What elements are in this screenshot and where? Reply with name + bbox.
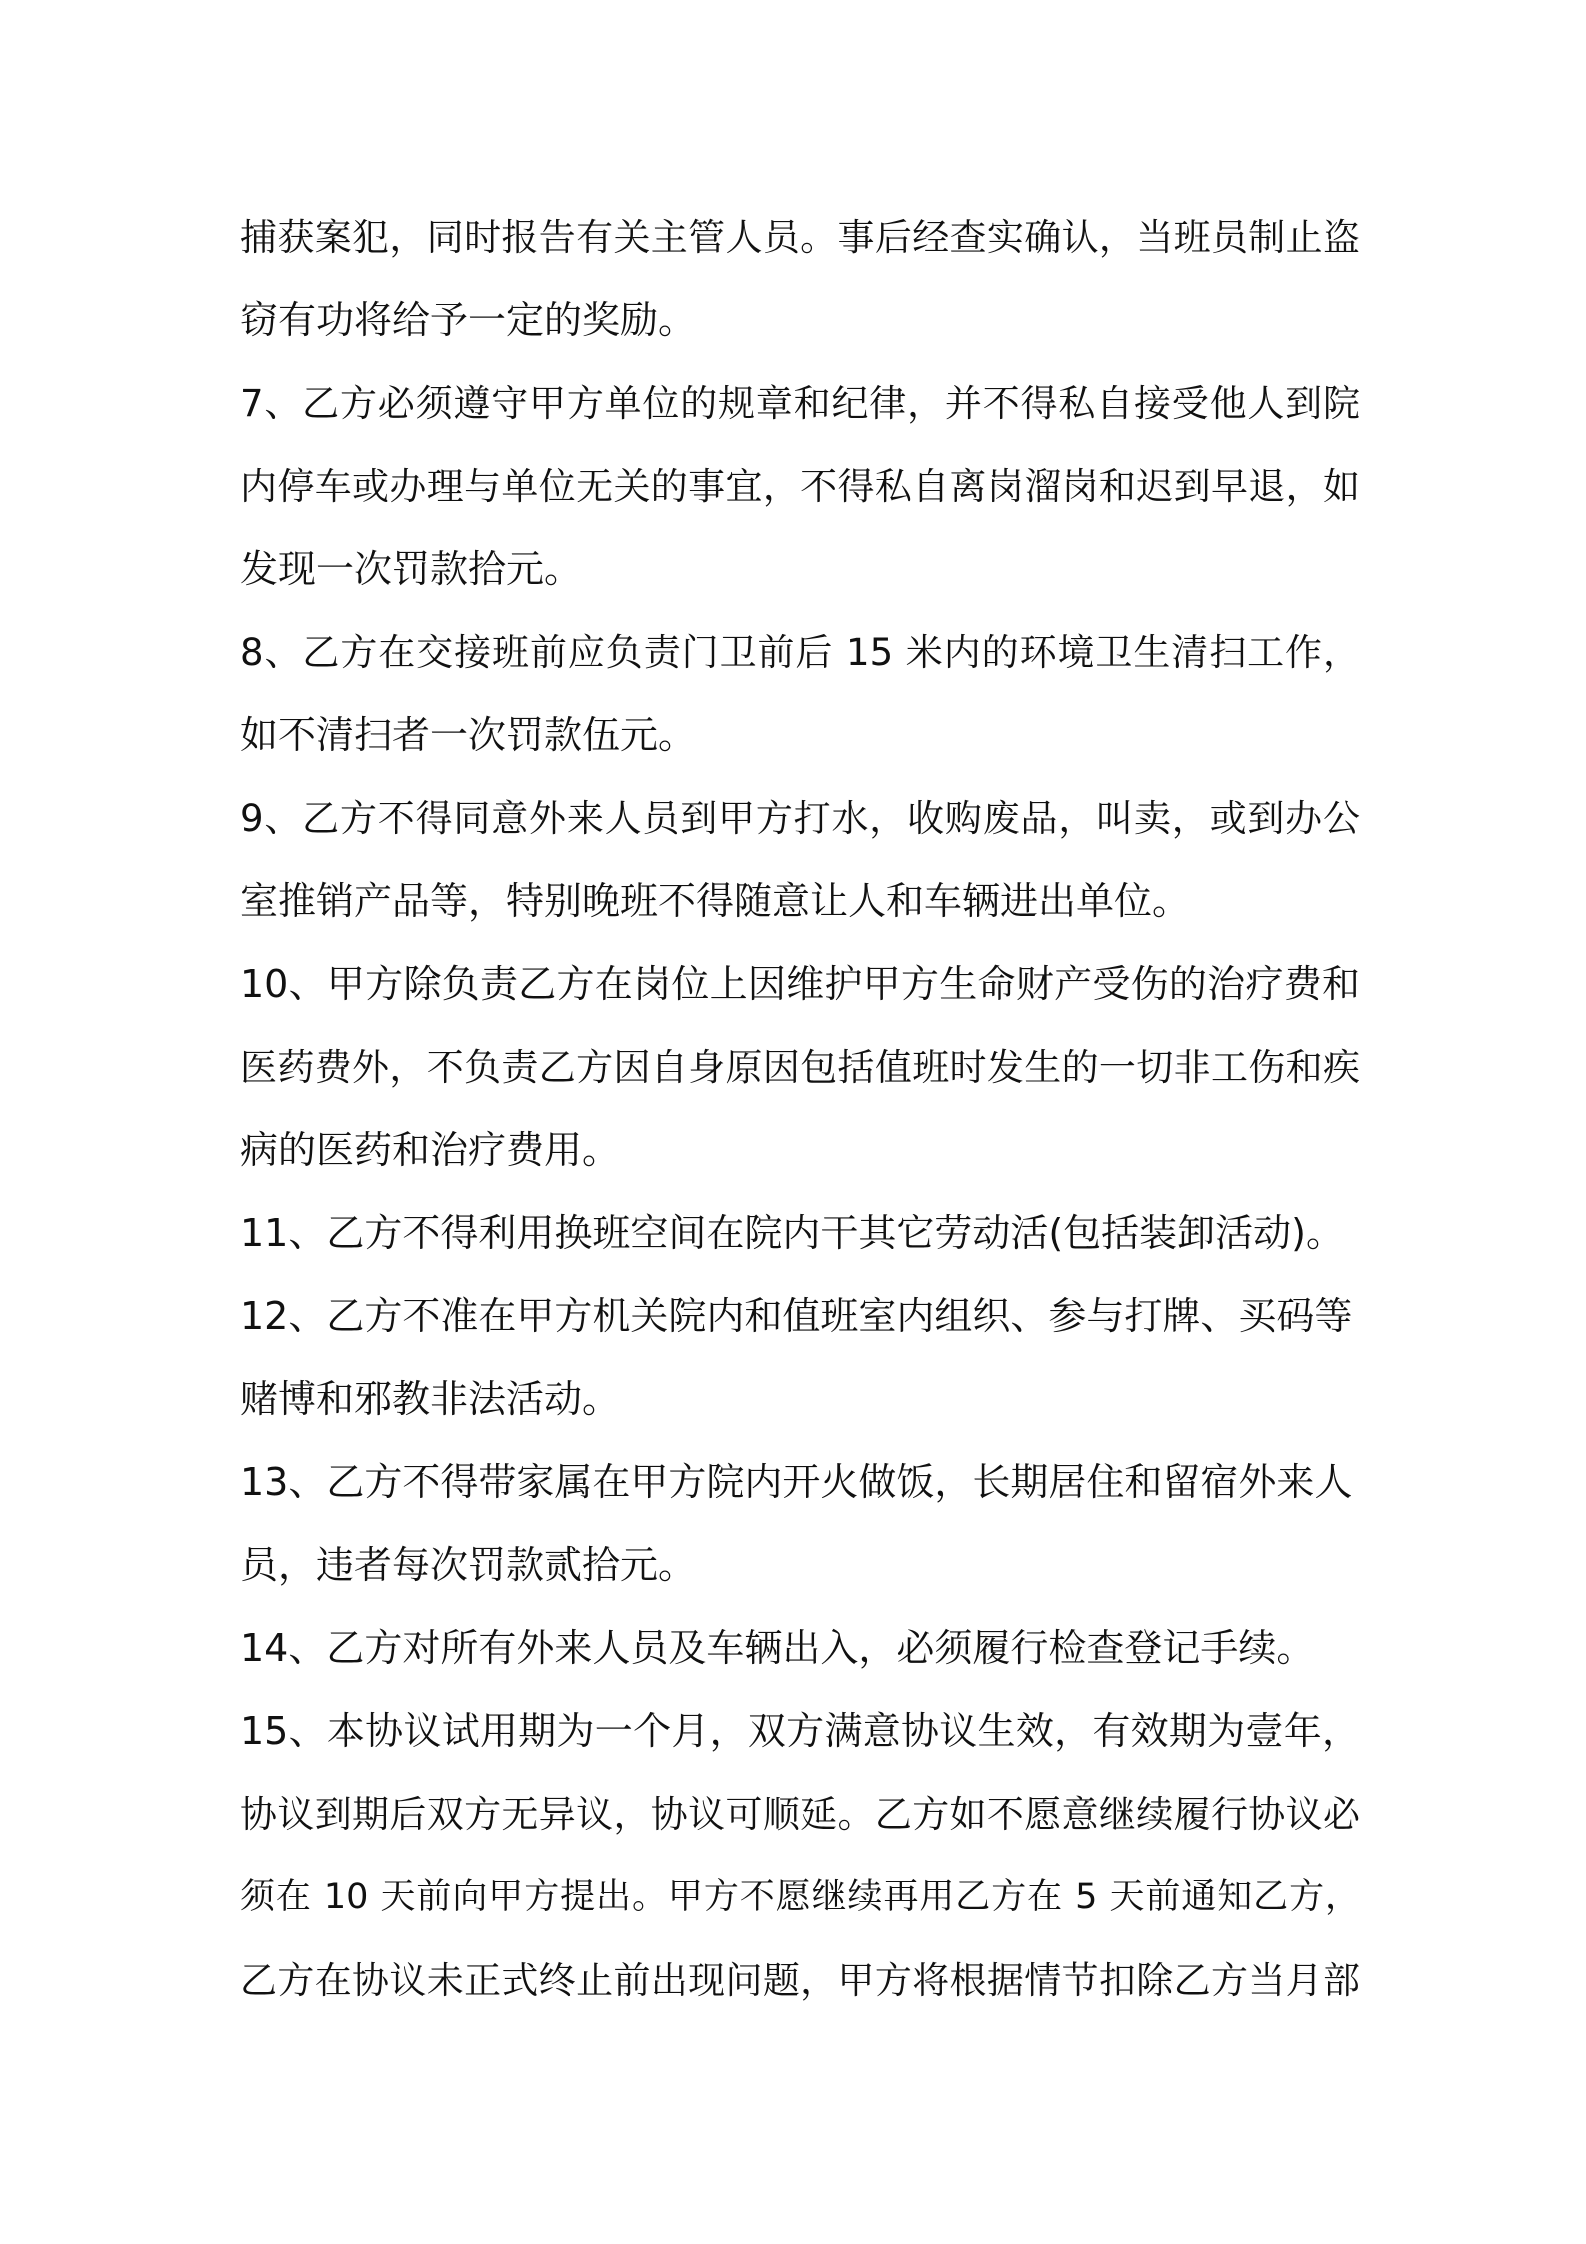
text-line: 11、乙方不得利用换班空间在院内干其它劳动活(包括装卸活动)。	[240, 1211, 1345, 1255]
text-line: 9、乙方不得同意外来人员到甲方打水，收购废品，叫卖，或到办公	[240, 797, 1360, 840]
text-line: 室推销产品等，特别晚班不得随意让人和车辆进出单位。	[240, 879, 1191, 923]
document-body	[240, 196, 1360, 2022]
text-line: 如不清扫者一次罚款伍元。	[240, 713, 697, 757]
text-line: 乙方在协议未正式终止前出现问题，甲方将根据情节扣除乙方当月部	[240, 1959, 1360, 2002]
text-line: 13、乙方不得带家属在甲方院内开火做饭，长期居住和留宿外来人	[240, 1460, 1353, 1504]
text-line: 须在 10 天前向甲方提出。甲方不愿继续再用乙方在 5 天前通知乙方，	[240, 1877, 1360, 1917]
text-line: 病的医药和治疗费用。	[240, 1128, 621, 1172]
text-line: 捕获案犯，同时报告有关主管人员。事后经查实确认，当班员制止盗	[240, 216, 1360, 259]
text-line: 12、乙方不准在甲方机关院内和值班室内组织、参与打牌、买码等	[240, 1294, 1353, 1338]
text-line: 14、乙方对所有外来人员及车辆出入，必须履行检查登记手续。	[240, 1626, 1315, 1670]
text-line: 15、本协议试用期为一个月，双方满意协议生效，有效期为壹年，	[240, 1709, 1360, 1753]
text-line: 赌博和邪教非法活动。	[240, 1377, 621, 1421]
text-line: 员，违者每次罚款贰拾元。	[240, 1543, 697, 1587]
text-line: 发现一次罚款拾元。	[240, 547, 583, 591]
text-line: 窃有功将给予一定的奖励。	[240, 298, 697, 342]
text-line: 10、甲方除负责乙方在岗位上因维护甲方生命财产受伤的治疗费和	[240, 962, 1360, 1006]
text-line: 7、乙方必须遵守甲方单位的规章和纪律，并不得私自接受他人到院	[240, 382, 1360, 425]
text-line: 协议到期后双方无异议，协议可顺延。乙方如不愿意继续履行协议必	[240, 1793, 1360, 1836]
text-line: 医药费外，不负责乙方因自身原因包括值班时发生的一切非工伤和疾	[240, 1046, 1360, 1089]
text-line: 8、乙方在交接班前应负责门卫前后 15 米内的环境卫生清扫工作，	[240, 631, 1360, 674]
text-line: 内停车或办理与单位无关的事宜，不得私自离岗溜岗和迟到早退，如	[240, 465, 1360, 508]
